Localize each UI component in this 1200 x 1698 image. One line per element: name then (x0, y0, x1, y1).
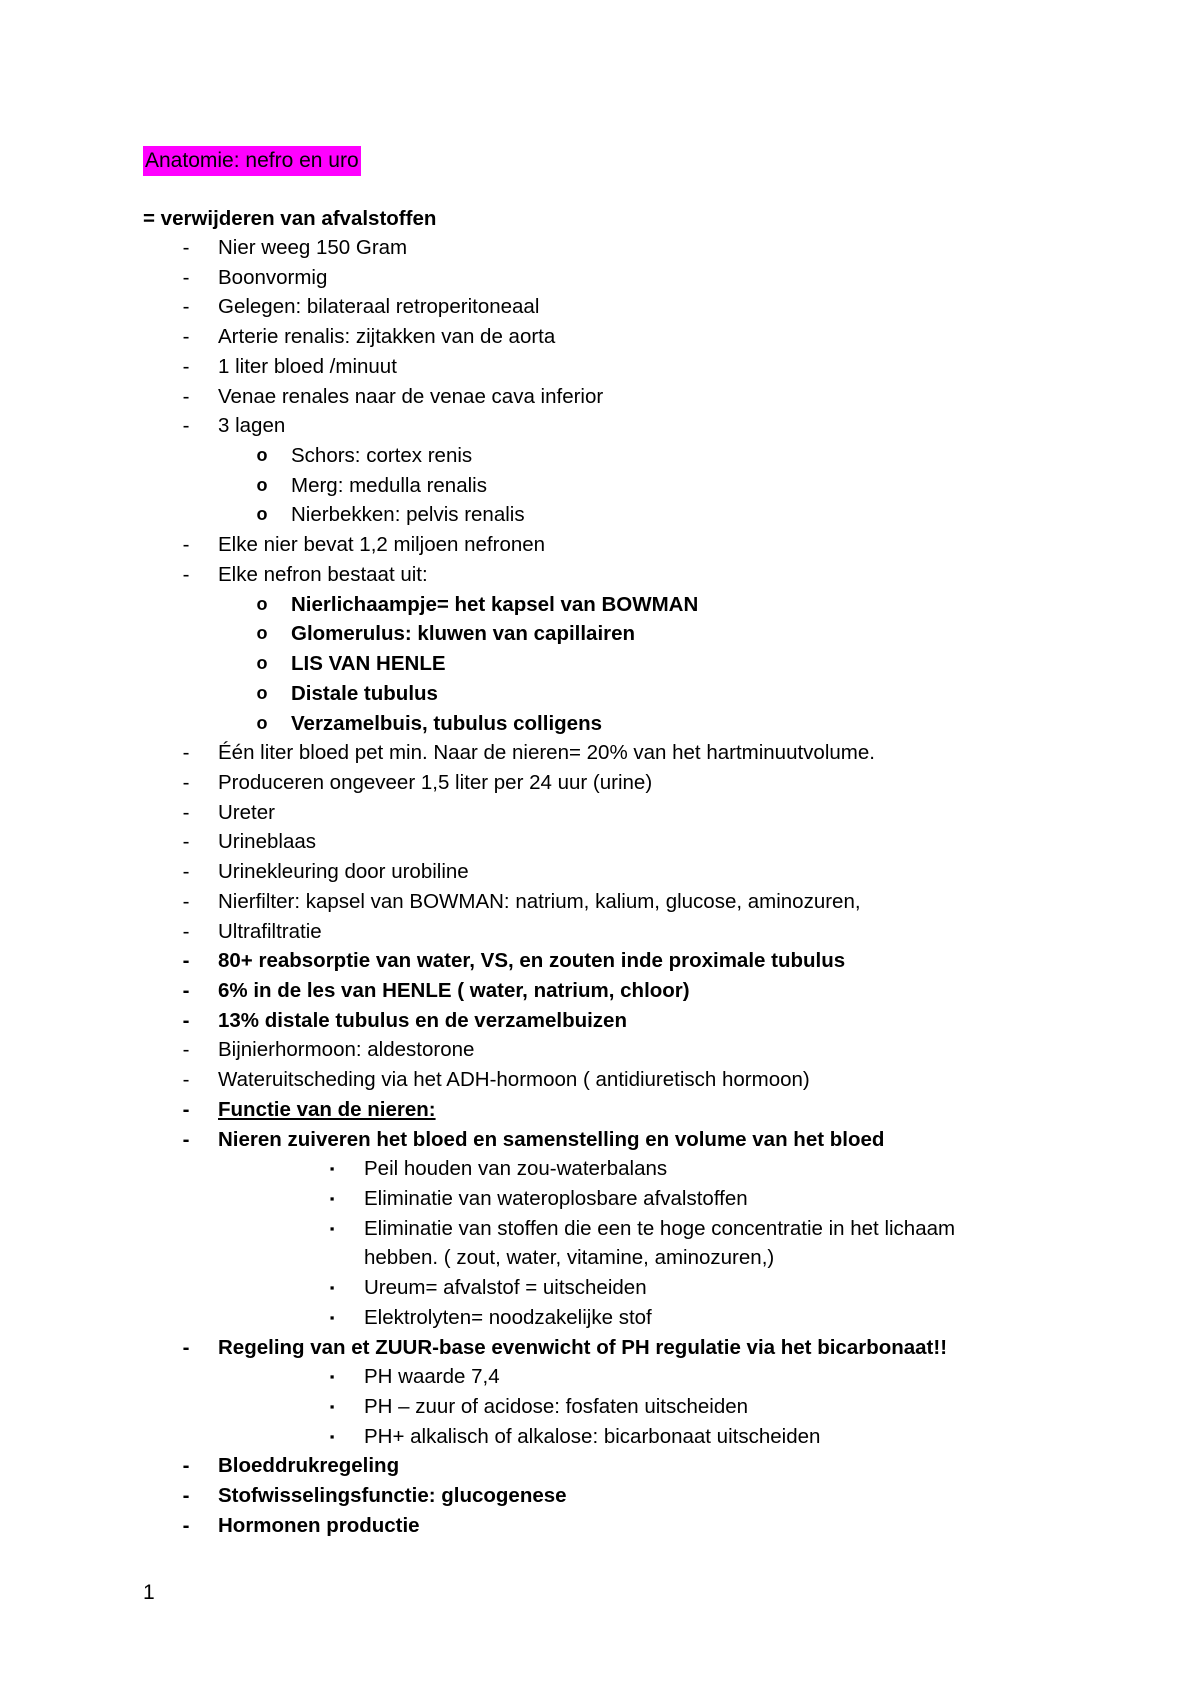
square-bullet: ▪ (329, 1220, 335, 1236)
sub-sub-list-item (0, 1392, 1200, 1422)
list-item-text: PH waarde 7,4 (364, 1365, 500, 1389)
list-item-text: LIS VAN HENLE (291, 652, 446, 676)
page-number: 1 (143, 1581, 155, 1604)
list-item (0, 411, 1200, 441)
intro-line: = verwijderen van afvalstoffen (143, 207, 437, 230)
list-item (0, 917, 1200, 947)
list-item (0, 1006, 1200, 1036)
list-item-text: Ureum= afvalstof = uitscheiden (364, 1276, 647, 1300)
list-item (0, 322, 1200, 352)
dash-bullet: - (182, 1127, 190, 1151)
list-item-text: Distale tubulus (291, 681, 438, 705)
list-item (0, 263, 1200, 293)
dash-bullet: - (182, 325, 190, 349)
dash-bullet: - (182, 800, 190, 824)
list-item-text: Peil houden van zou-waterbalans (364, 1157, 668, 1181)
list-item (0, 1125, 1200, 1155)
list-item-text: Nierlichaampje= het kapsel van BOWMAN (291, 592, 699, 616)
list-item-text: Bijnierhormoon: aldestorone (218, 1038, 475, 1062)
list-item (0, 292, 1200, 322)
list-item-text: Glomerulus: kluwen van capillairen (291, 622, 636, 646)
list-item (0, 768, 1200, 798)
square-bullet: ▪ (329, 1191, 335, 1206)
circle-bullet: o (256, 623, 268, 644)
list-item (0, 1095, 1200, 1125)
list-item-text: Eliminatie van wateroplosbare afvalstoffen (364, 1187, 748, 1210)
sub-list-item (0, 649, 1200, 679)
sub-list-item (0, 441, 1200, 471)
list-item (0, 798, 1200, 828)
list-item-text: Ureter (218, 800, 275, 824)
list-item (0, 1511, 1200, 1541)
dash-bullet: - (182, 978, 190, 1002)
list-item (0, 738, 1200, 768)
list-item (0, 1065, 1200, 1095)
list-item-text: PH – zuur of acidose: fosfaten uitscheiden (364, 1395, 749, 1419)
dash-bullet: - (182, 533, 190, 557)
list-item-text: Stofwisselingsfunctie: glucogenese (218, 1484, 567, 1508)
list-item (0, 233, 1200, 263)
dash-bullet: - (182, 860, 190, 884)
list-item-text: Eliminatie van stoffen die een te hoge concentratie in het lichaam hebben. ( zout, water, vitamine, aminozuren,) (364, 1216, 956, 1270)
list-item-text: Hormonen productie (218, 1513, 420, 1537)
list-item-text: Verzamelbuis, tubulus colligens (291, 711, 602, 735)
list-item-text: Nier weeg 150 Gram (218, 236, 408, 259)
dash-bullet: - (182, 295, 190, 319)
list-item-text: Elke nier bevat 1,2 miljoen nefronen (218, 533, 546, 557)
dash-bullet: - (182, 414, 190, 438)
list-item-text: 13% distale tubulus en de verzamelbuizen (218, 1008, 627, 1032)
dash-bullet: - (182, 1484, 190, 1508)
dash-bullet: - (182, 1008, 190, 1032)
square-bullet: ▪ (329, 1161, 335, 1177)
list-item (0, 382, 1200, 412)
dash-bullet: - (182, 1097, 190, 1121)
dash-bullet: - (182, 830, 190, 854)
sub-list-item (0, 500, 1200, 530)
dash-bullet: - (182, 1038, 190, 1062)
list-item-text: Regeling van et ZUUR-base evenwicht of PH regulatie via het bicarbonaat!! (218, 1335, 948, 1359)
list-item (0, 560, 1200, 590)
list-item-text: 1 liter bloed /minuut (218, 354, 397, 378)
dash-bullet: - (182, 770, 190, 794)
list-item (0, 1333, 1200, 1363)
sub-sub-list-item (0, 1273, 1200, 1303)
circle-bullet: o (256, 593, 268, 614)
notes-list (0, 233, 1200, 1541)
list-item-text: Produceren ongeveer 1,5 liter per 24 uur (urine) (218, 770, 653, 794)
list-item (0, 530, 1200, 560)
list-item-text: Nierbekken: pelvis renalis (291, 503, 525, 527)
square-bullet: ▪ (329, 1399, 335, 1415)
dash-bullet: - (182, 1513, 190, 1537)
dash-bullet: - (182, 562, 190, 586)
dash-bullet: - (182, 236, 190, 259)
list-item-text: Urineblaas (218, 830, 316, 854)
dash-bullet: - (182, 949, 190, 973)
section-heading-functions: Functie van de nieren: (218, 1097, 436, 1121)
sub-list-item (0, 619, 1200, 649)
dash-bullet: - (182, 1454, 190, 1478)
dash-bullet: - (182, 1335, 190, 1359)
circle-bullet: o (256, 682, 268, 703)
dash-bullet: - (182, 1068, 190, 1092)
list-item (0, 946, 1200, 976)
list-item-text: Venae renales naar de venae cava inferior (218, 384, 604, 408)
list-item-text: 80+ reabsorptie van water, VS, en zouten inde proximale tubulus (218, 949, 846, 973)
list-item-text: Merg: medulla renalis (291, 473, 487, 497)
square-bullet: ▪ (329, 1369, 335, 1385)
dash-bullet: - (182, 889, 190, 913)
sub-sub-list-item (0, 1362, 1200, 1392)
list-item (0, 827, 1200, 857)
list-item-text: Urinekleuring door urobiline (218, 860, 469, 884)
dash-bullet: - (182, 384, 190, 408)
list-item (0, 1481, 1200, 1511)
list-item (0, 857, 1200, 887)
list-item-text: Arterie renalis: zijtakken van de aorta (218, 325, 556, 349)
list-item-text: Ultrafiltratie (218, 919, 322, 943)
list-item (0, 1451, 1200, 1481)
square-bullet: ▪ (329, 1309, 335, 1325)
square-bullet: ▪ (329, 1280, 335, 1296)
dash-bullet: - (182, 919, 190, 943)
page-title: Anatomie: nefro en uro (143, 146, 361, 176)
sub-list-item (0, 679, 1200, 709)
list-item-text: Elke nefron bestaat uit: (218, 562, 428, 586)
list-item-text: 6% in de les van HENLE ( water, natrium, chloor) (218, 978, 690, 1002)
circle-bullet: o (256, 504, 268, 525)
list-item-text: Één liter bloed pet min. Naar de nieren= 20% van het hartminuutvolume. (218, 741, 875, 765)
list-item (0, 1035, 1200, 1065)
list-item-text: Nieren zuiveren het bloed en samenstelling en volume van het bloed (218, 1127, 885, 1151)
sub-list-item (0, 471, 1200, 501)
list-item-text: Schors: cortex renis (291, 444, 473, 468)
circle-bullet: o (256, 653, 268, 674)
list-item-text: Elektrolyten= noodzakelijke stof (364, 1305, 652, 1329)
list-item (0, 976, 1200, 1006)
list-item-text: PH+ alkalisch of alkalose: bicarbonaat uitscheiden (364, 1424, 821, 1448)
sub-sub-list-item (0, 1154, 1200, 1184)
circle-bullet: o (256, 474, 268, 495)
list-item-text: Bloeddrukregeling (218, 1454, 400, 1478)
list-item (0, 352, 1200, 382)
list-item-text: Nierfilter: kapsel van BOWMAN: natrium, kalium, glucose, aminozuren, (218, 889, 861, 913)
list-item (0, 887, 1200, 917)
dash-bullet: - (182, 741, 190, 765)
sub-sub-list-item (0, 1214, 1200, 1273)
list-item-text: Gelegen: bilateraal retroperitoneaal (218, 295, 540, 319)
list-item-text: Wateruitscheding via het ADH-hormoon ( antidiuretisch hormoon) (218, 1068, 810, 1092)
dash-bullet: - (182, 265, 190, 289)
sub-list-item (0, 590, 1200, 620)
circle-bullet: o (256, 712, 268, 733)
sub-sub-list-item (0, 1422, 1200, 1452)
dash-bullet: - (182, 354, 190, 378)
circle-bullet: o (256, 445, 268, 466)
sub-sub-list-item (0, 1303, 1200, 1333)
list-item-text: 3 lagen (218, 414, 286, 438)
list-item-text: Boonvormig (218, 265, 328, 289)
sub-sub-list-item (0, 1184, 1200, 1214)
square-bullet: ▪ (329, 1428, 335, 1444)
sub-list-item (0, 709, 1200, 739)
